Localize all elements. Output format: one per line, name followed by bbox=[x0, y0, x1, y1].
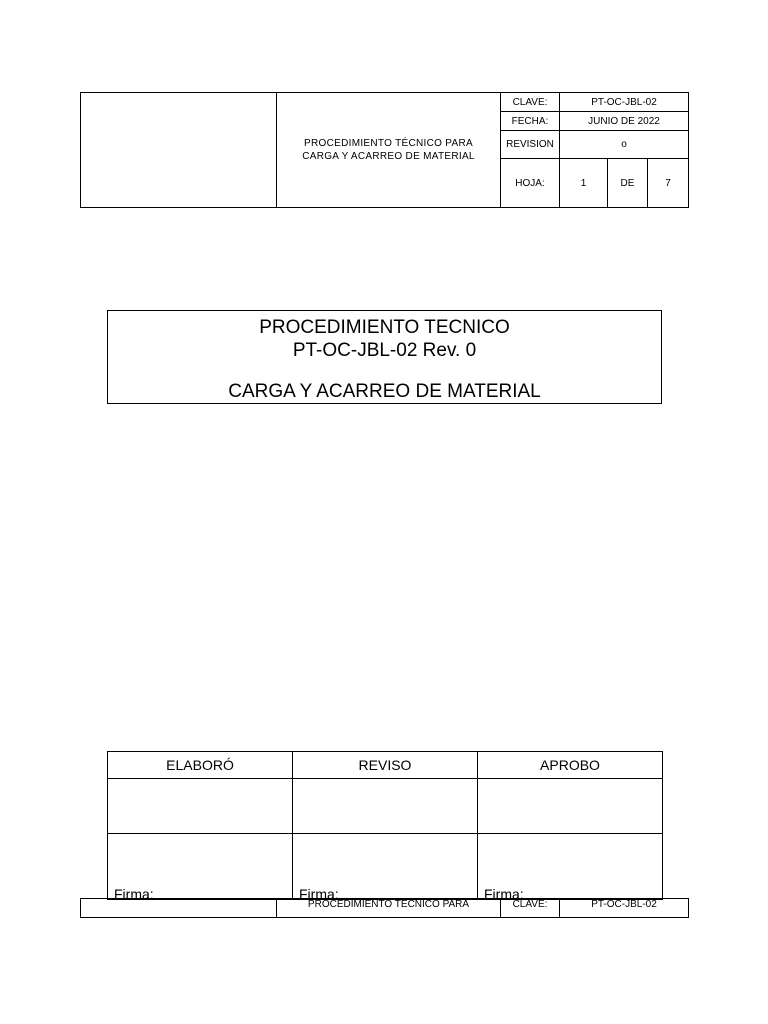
header-title-line1: PROCEDIMIENTO TÉCNICO PARA bbox=[304, 138, 473, 149]
procedure-title-box bbox=[107, 310, 662, 404]
reviso-signature-cell bbox=[293, 834, 478, 900]
de-label: DE bbox=[608, 159, 648, 208]
hoja-label: HOJA: bbox=[501, 159, 560, 208]
procedure-subject: CARGA Y ACARREO DE MATERIAL bbox=[228, 381, 541, 402]
reviso-header: REVISO bbox=[293, 752, 478, 779]
header-title-line2: CARGA Y ACARREO DE MATERIAL bbox=[302, 151, 475, 162]
document-header-table bbox=[80, 92, 689, 208]
logo-area bbox=[81, 93, 277, 208]
revision-label: REVISION bbox=[501, 131, 560, 159]
fecha-value: JUNIO DE 2022 bbox=[560, 112, 689, 131]
signature-table bbox=[107, 751, 663, 900]
aprobo-name-cell bbox=[478, 779, 663, 834]
total-pages: 7 bbox=[648, 159, 689, 208]
hoja-value: 1 bbox=[560, 159, 608, 208]
footer-clave-value: PT-OC-JBL-02 bbox=[560, 899, 689, 918]
procedure-code: PT-OC-JBL-02 Rev. 0 bbox=[292, 340, 477, 361]
footer-logo-area bbox=[81, 899, 277, 918]
firma-label: Firma: bbox=[484, 886, 524, 902]
aprobo-signature-cell bbox=[478, 834, 663, 900]
firma-label: Firma: bbox=[299, 886, 339, 902]
header-title bbox=[277, 93, 501, 208]
clave-label: CLAVE: bbox=[501, 93, 560, 112]
procedure-title: PROCEDIMIENTO TECNICO bbox=[259, 317, 510, 338]
elaboro-header: ELABORÓ bbox=[108, 752, 293, 779]
footer-clave-label: CLAVE: bbox=[501, 899, 560, 918]
elaboro-signature-cell bbox=[108, 834, 293, 900]
clave-value: PT-OC-JBL-02 bbox=[560, 93, 689, 112]
footer-title: PROCEDIMIENTO TÉCNICO PARA bbox=[277, 899, 501, 918]
elaboro-name-cell bbox=[108, 779, 293, 834]
revision-value: o bbox=[560, 131, 689, 159]
footer-header-table bbox=[80, 898, 689, 918]
reviso-name-cell bbox=[293, 779, 478, 834]
fecha-label: FECHA: bbox=[501, 112, 560, 131]
firma-label: Firma: bbox=[114, 886, 154, 902]
aprobo-header: APROBO bbox=[478, 752, 663, 779]
